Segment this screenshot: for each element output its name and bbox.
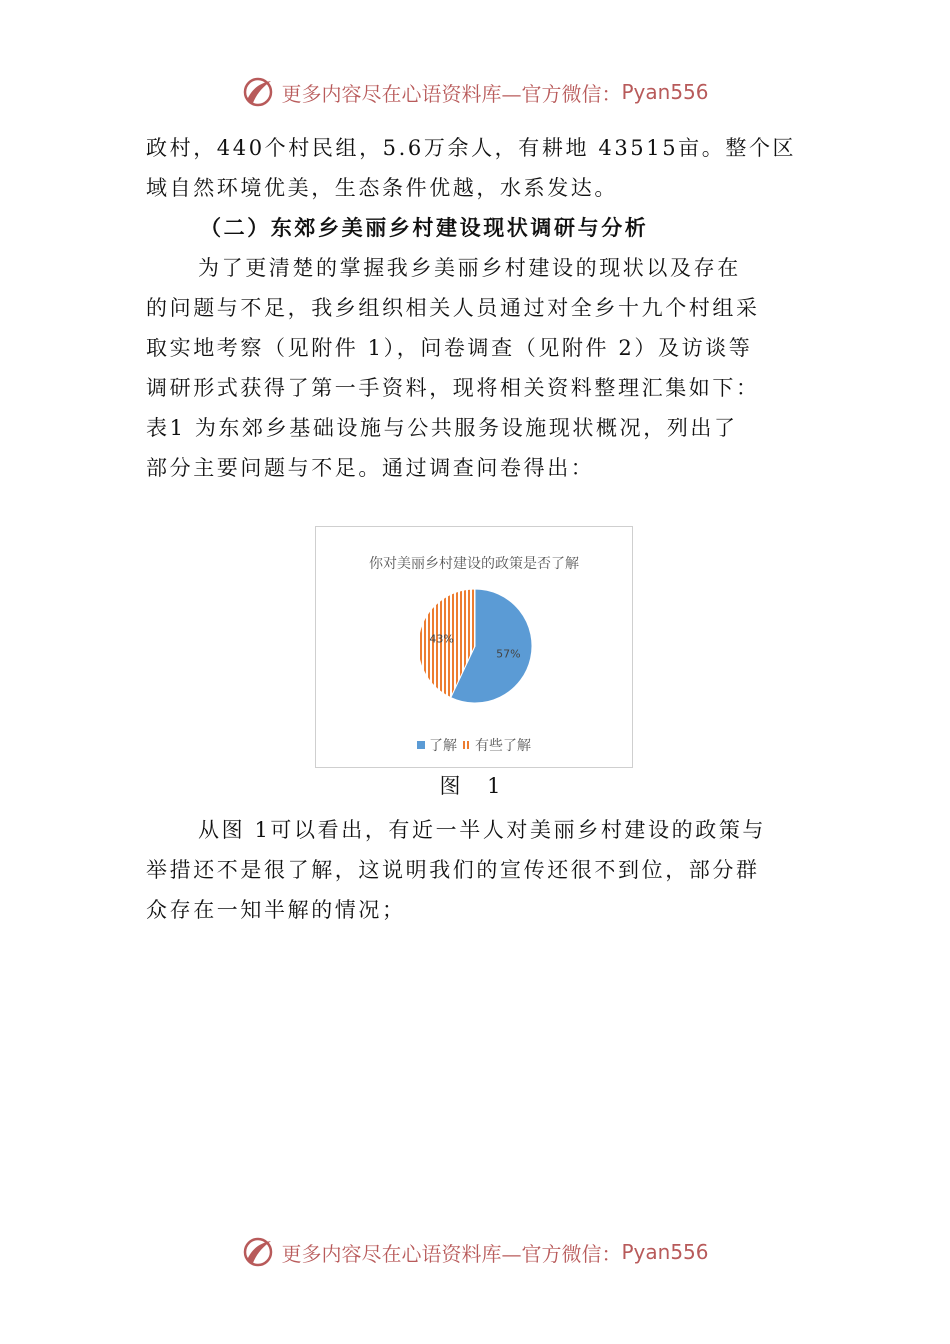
section-heading — [200, 208, 860, 248]
legend-item — [417, 735, 457, 755]
chart-legend — [316, 735, 632, 755]
paragraph-1 — [146, 128, 806, 208]
watermark-banner-bottom — [0, 1232, 950, 1272]
banner-wechat-id: Pyan556 — [621, 80, 709, 104]
legend-label: 了解 — [429, 738, 457, 754]
figure-caption: 图 1 — [439, 774, 511, 798]
pie-data-label-1: 43% — [429, 632, 454, 646]
text-line: 的问题与不足，我乡组织相关人员通过对全乡十九个村组采 — [146, 296, 760, 320]
banner-wechat-id: Pyan556 — [621, 1240, 709, 1264]
text-line: 举措还不是很了解，这说明我们的宣传还很不到位，部分群 — [146, 858, 760, 882]
text-line: 调研形式获得了第一手资料，现将相关资料整理汇集如下： — [146, 376, 760, 400]
legend-swatch — [417, 741, 425, 749]
text-line: 政村，440个村民组，5.6万余人，有耕地 43515亩。整个区 — [146, 136, 797, 160]
pie-chart-svg — [316, 527, 634, 727]
legend-swatch — [463, 741, 471, 749]
text-line: 从图 1可以看出，有近一半人对美丽乡村建设的政策与 — [198, 818, 767, 842]
chart-title: 你对美丽乡村建设的政策是否了解 — [369, 556, 579, 572]
logo-icon — [241, 1235, 275, 1269]
banner-text: 更多内容尽在心语资料库—官方微信： — [281, 1241, 622, 1266]
pie-data-label-0: 57% — [496, 647, 521, 661]
logo-icon — [241, 75, 275, 109]
banner-text: 更多内容尽在心语资料库—官方微信： — [281, 81, 622, 106]
text-line: 域自然环境优美，生态条件优越，水系发达。 — [146, 176, 618, 200]
legend-label: 有些了解 — [475, 738, 531, 754]
heading-text: （二）东郊乡美丽乡村建设现状调研与分析 — [200, 215, 649, 240]
text-line: 部分主要问题与不足。通过调查问卷得出： — [146, 456, 595, 480]
pie-chart — [315, 526, 633, 768]
paragraph-3 — [146, 810, 806, 930]
text-line: 表1 为东郊乡基础设施与公共服务设施现状概况，列出了 — [146, 416, 738, 440]
watermark-banner-top — [0, 72, 950, 112]
text-line: 取实地考察（见附件 1），问卷调查（见附件 2）及访谈等 — [146, 336, 753, 360]
legend-item — [463, 735, 531, 755]
text-line: 众存在一知半解的情况； — [146, 898, 406, 922]
paragraph-2 — [146, 248, 806, 488]
text-line: 为了更清楚的掌握我乡美丽乡村建设的现状以及存在 — [198, 256, 741, 280]
